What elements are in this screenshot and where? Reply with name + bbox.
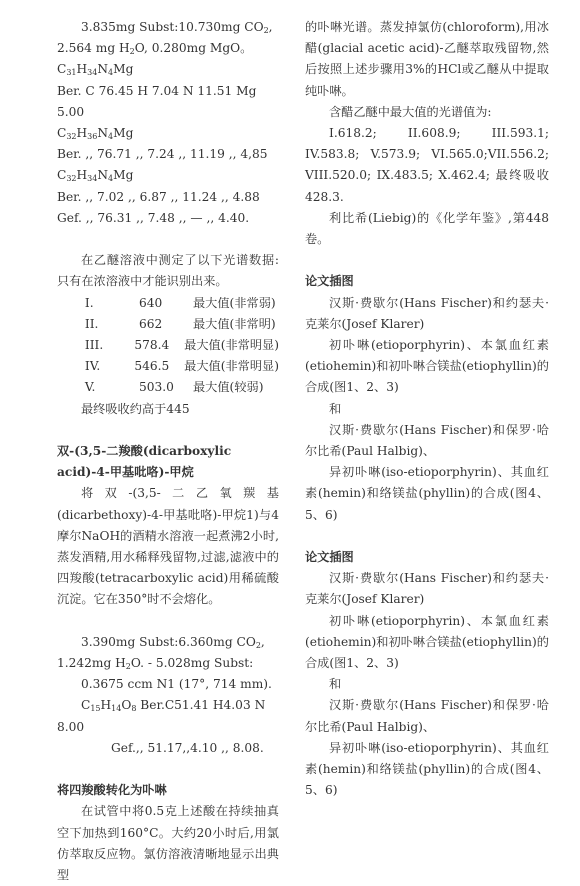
ber-line-1: Ber. C 76.45 H 7.04 N 11.51 Mg 5.00 bbox=[57, 83, 257, 119]
final-absorption: 最终吸收约高于445 bbox=[81, 401, 190, 416]
right-column bbox=[305, 17, 549, 801]
spectrum-list bbox=[57, 293, 279, 399]
figure-authors: 汉斯·费歇尔(Hans Fischer)和约瑟夫·克莱尔(Josef Klarer) bbox=[305, 571, 549, 607]
figure-authors: 汉斯·费歇尔(Hans Fischer)和约瑟夫·克莱尔(Josef Klarer) bbox=[305, 295, 549, 331]
spectrum-item: II. 662 最大值(非常明) bbox=[84, 316, 276, 331]
analysis-line-4: 1.242mg $H_2O$. - 5.028mg Subst: bbox=[57, 656, 254, 672]
formula-2: $C_{32}H_{36}N_4Mg$ bbox=[57, 126, 134, 142]
spacer bbox=[57, 759, 279, 780]
figures-heading: 论文插图 bbox=[305, 550, 354, 565]
figure-synthesis: 初卟啉(etioporphyrin)、本氯血红素(etiohemin)和初卟啉合镁盐(etiophyllin)的合成(图1、2、3) bbox=[305, 613, 549, 671]
spectrum-item: I. 640 最大值(非常弱) bbox=[84, 295, 276, 310]
section-heading: 双-(3,5-二羧酸(dicarboxylic acid)-4-甲基吡咯)-甲烷 bbox=[57, 444, 232, 480]
section-body: 在试管中将0.5克上述酸在持续抽真空下加热到160°C。大约20小时后,用氯仿萃取反应物。氯仿溶液清晰地显示出典型 bbox=[57, 804, 279, 883]
liebig-reference: 利比希(Liebig)的《化学年鉴》,第448卷。 bbox=[305, 210, 549, 247]
gef-line-1: Gef. ,, 76.31 ,, 7.48 ,, — ,, 4.40. bbox=[57, 210, 250, 225]
and-word: 和 bbox=[329, 401, 342, 416]
spacer bbox=[305, 250, 549, 271]
spacer bbox=[57, 420, 279, 441]
figure-authors: 汉斯·费歇尔(Hans Fischer)和保罗·哈尔比希(Paul Halbig)、 bbox=[305, 422, 549, 459]
spacer bbox=[57, 229, 279, 250]
max-abs-intro: 含醋乙醚中最大值的光谱值为: bbox=[329, 104, 492, 119]
formula-1: $C_{31}H_{34}N_4Mg$ bbox=[57, 62, 134, 78]
spacer bbox=[57, 611, 279, 632]
figure-synthesis: 异初卟啉(iso-etioporphyrin)、其血红素(hemin)和络镁盐(phyllin)的合成(图4、5、6) bbox=[305, 740, 549, 798]
analysis-line-1: 3.835mg Subst:10.730mg $CO_2$, bbox=[81, 20, 273, 35]
spacer bbox=[305, 526, 549, 547]
max-abs-values: I.618.2; II.608.9; III.593.1; IV.583.8; V.573.9; VI.565.0;VII.556.2; VIII.520.0; IX.483.5; X.462.4; 最终吸收428.3. bbox=[305, 126, 549, 204]
paragraph-continuation: 的卟啉光谱。蒸发掉氯仿(chloroform),用冰醋(glacial acetic acid)-乙醚萃取残留物,然后按照上述步骤用3%的HCl或乙醚从中提取纯卟啉。 bbox=[305, 20, 549, 98]
section-heading: 将四羧酸转化为卟啉 bbox=[57, 783, 167, 798]
gef-line-2: Gef.,, 51.17,,4.10 ,, 8.08. bbox=[111, 740, 264, 755]
section-body: 将双-(3,5-二乙氧羰基(dicarbethoxy)-4-甲基吡咯)-甲烷1)与4摩尔NaOH的酒精水溶液一起煮沸2小时,蒸发酒精,用水稀释残留物,过滤,滤液中的四羧酸(tetracarboxylic acid)用稀硫酸沉淀。它在350°时不会熔化。 bbox=[57, 486, 279, 607]
figure-authors: 汉斯·费歇尔(Hans Fischer)和保罗·哈尔比希(Paul Halbig)、 bbox=[305, 698, 549, 734]
spectrum-item: V. 503.0 最大值(较弱) bbox=[84, 380, 264, 395]
figure-synthesis: 异初卟啉(iso-etioporphyrin)、其血红素(hemin)和络镁盐(phyllin)的合成(图4、5、6) bbox=[305, 465, 549, 522]
ber-line-3: Ber. ,, 7.02 ,, 6.87 ,, 11.24 ,, 4.88 bbox=[57, 189, 260, 204]
analysis-line-5: 0.3675 ccm N1 (17°, 714 mm). bbox=[81, 677, 272, 692]
figure-synthesis: 初卟啉(etioporphyrin)、本氯血红素(etiohemin)和初卟啉合镁盐(etiophyllin)的合成(图1、2、3) bbox=[305, 338, 549, 395]
formula-3: $C_{32}H_{34}N_4Mg$ bbox=[57, 168, 134, 184]
spectrum-item: IV. 546.5 最大值(非常明显) bbox=[84, 359, 279, 374]
left-column bbox=[57, 17, 279, 886]
formula-4: $C_{15}H_{14}O_8$ Ber.C51.41 H4.03 N 8.00 bbox=[57, 698, 266, 734]
analysis-line-2: 2.564 mg $H_2O$, 0.280mg MgO。 bbox=[57, 41, 253, 57]
spectrum-intro: 在乙醚溶液中测定了以下光谱数据:只有在浓溶液中才能识别出来。 bbox=[57, 253, 279, 289]
spectrum-item: III. 578.4 最大值(非常明显) bbox=[84, 338, 279, 353]
ber-line-2: Ber. ,, 76.71 ,, 7.24 ,, 11.19 ,, 4,85 bbox=[57, 147, 268, 162]
figures-heading: 论文插图 bbox=[305, 274, 354, 289]
and-word: 和 bbox=[329, 677, 342, 692]
analysis-line-3: 3.390mg Subst:6.360mg $CO_2$, bbox=[81, 634, 265, 650]
